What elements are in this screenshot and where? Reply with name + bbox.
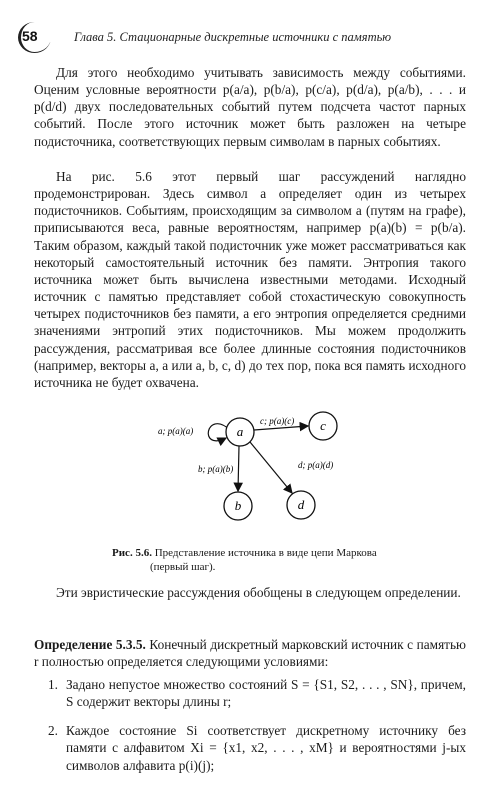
caption-label: Рис. 5.6. <box>112 547 152 559</box>
definition <box>34 636 466 670</box>
edge-label-b: b; p(a)(b) <box>198 464 234 474</box>
node-d-label: d <box>297 497 305 512</box>
paragraph-1: Для этого необходимо учитывать зависимость между событиями. Оценим условные вероятности p(a/a), p(b/a), p(c/a), p(d/a), p(a/b), . . . и p(d/d) двух последовательных событий путем подсчета частот парных событий. После этого источник может быть разложен на четыре подисточника, соответствующих первым символам в парных событиях. <box>34 65 466 149</box>
caption-text-2: (первый шаг). <box>150 561 216 573</box>
markov-graph <box>150 404 350 534</box>
paragraph-3: Эти эвристические рассуждения обобщены в следующем определении. <box>56 585 461 600</box>
definition-conditions-list <box>34 676 466 786</box>
definition-label: Определение 5.3.5. <box>34 637 146 652</box>
caption-text: Представление источника в виде цепи Маркова <box>154 547 377 559</box>
edge-label-d: d; p(a)(d) <box>298 460 334 470</box>
edge-a-b <box>238 446 239 491</box>
edge-label-c: c; p(a)(c) <box>260 416 295 426</box>
edge-label-loop: a; p(a)(a) <box>158 426 194 436</box>
list-item <box>34 676 466 710</box>
list-item-text: Задано непустое множество состояний S = {S1, S2, . . . , SN}, причем, S содержит векторы длины r; <box>66 677 466 710</box>
list-item <box>34 722 466 773</box>
page-header <box>10 22 480 56</box>
running-title: Глава 5. Стационарные дискретные источники с памятью <box>74 30 392 44</box>
list-item-text: Каждое состояние Si соответствует дискретному источнику без памяти с алфавитом Xi = {x1, x2, . . . , xM} и вероятностями j-ых символов алфавита p(i)(j); <box>66 723 466 773</box>
definition-text: Конечный дискретный марковский источник с памятью r полностью определяется следующими условиями: <box>34 637 466 670</box>
node-b-label: b <box>234 498 242 513</box>
list-item-number: 2. <box>48 723 58 739</box>
paragraph-2: На рис. 5.6 этот первый шаг рассуждений наглядно продемонстрирован. Здесь символ a определяет один из четырех подисточников. Событиям, происходящим за символом a (путям на графе), приписываются веса, равные вероятностям, например p(a)(b) = p(b/a). Таким образом, каждый такой подисточник уже может рассматриваться как некоторый самостоятельный источник без памяти. Энтропия такого источника может быть вычислена известными методами. Исходный источник с памятью представляет собой стохастическую совокупность четырех подисточников без памяти, а его энтропия определяется средними значениями энтропий этих подисточников. Мы можем продолжить рассуждения, рассматривая все более длинные состояния подисточников (например, векторы a, a или a, b, c, d) до тех пор, пока вся память исходного источника не будет охвачена. <box>34 169 466 390</box>
edge-a-d <box>250 442 292 493</box>
node-a-label: a <box>236 424 244 439</box>
page-number: 58 <box>22 28 38 44</box>
figure-caption <box>112 546 412 574</box>
edge-a-c <box>254 426 308 430</box>
node-c-label: c <box>320 418 326 433</box>
markov-chain-figure <box>150 404 350 534</box>
list-item-number: 1. <box>48 677 58 692</box>
